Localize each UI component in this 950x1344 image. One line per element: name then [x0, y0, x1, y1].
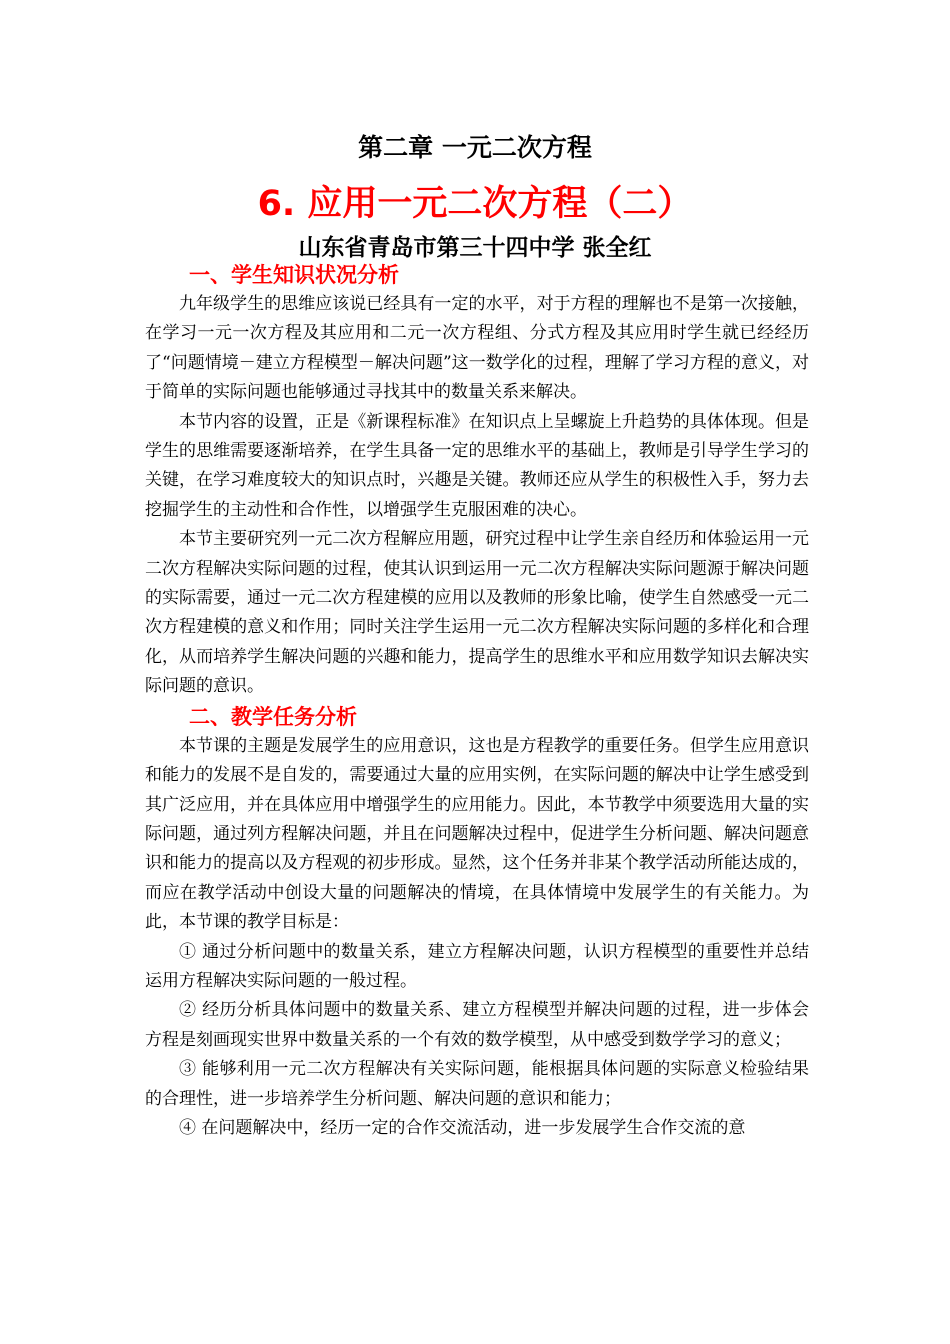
objective-item-2: ② 经历分析具体问题中的数量关系、建立方程模型并解决问题的过程，进一步体会方程是刻画现实世界中数量关系的一个有效的数学模型，从中感受到数学学习的意义；: [145, 1000, 809, 1050]
chapter-title: 第二章 一元二次方程: [358, 133, 592, 162]
objective-item-4: ④ 在问题解决中，经历一定的合作交流活动，进一步发展学生合作交流的意: [179, 1117, 746, 1138]
paragraph: 本节主要研究列一元二次方程解应用题，研究过程中让学生亲自经历和体验运用一元二次方程解决实际问题的过程，使其认识到运用一元二次方程解决实际问题源于解决问题的实际需要，通过一元二次方程建模的应用以及教师的形象比喻，使学生自然感受一元二次方程建模的意义和作用；同时关注学生运用一元二次方程解决实际问题的多样化和合理化，从而培养学生解决问题的兴趣和能力，提高学生的思维水平和应用数学知识去解决实际问题的意识。: [145, 529, 809, 697]
section-heading-2: 二、教学任务分析: [189, 704, 357, 729]
lesson-title: 6. 应用一元二次方程（二）: [257, 184, 693, 224]
paragraph: 本节内容的设置，正是《新课程标准》在知识点上呈螺旋上升趋势的具体体现。但是学生的思维需要逐渐培养，在学生具备一定的思维水平的基础上，教师是引导学生学习的关键，在学习难度较大的知识点时，兴趣是关键。教师还应从学生的积极性入手，努力去挖掘学生的主动性和合作性，以增强学生克服困难的决心。: [145, 411, 809, 520]
section-heading-1: 一、学生知识状况分析: [189, 263, 399, 287]
objective-item-3: ③ 能够利用一元二次方程解决有关实际问题，能根据具体问题的实际意义检验结果的合理性，进一步培养学生分析问题、解决问题的意识和能力；: [145, 1059, 809, 1109]
objective-item-1: ① 通过分析问题中的数量关系，建立方程解决问题，认识方程模型的重要性并总结运用方程解决实际问题的一般过程。: [145, 941, 809, 991]
author-line: 山东省青岛市第三十四中学 张全红: [298, 235, 652, 261]
paragraph: 九年级学生的思维应该说已经具有一定的水平，对于方程的理解也不是第一次接触，在学习一元一次方程及其应用和二元一次方程组、分式方程及其应用时学生就已经经历了“问题情境－建立方程模型－解决问题”这一数学化的过程，理解了学习方程的意义，对于简单的实际问题也能够通过寻找其中的数量关系来解决。: [145, 294, 809, 403]
document-body: [145, 260, 809, 1143]
paragraph: 本节课的主题是发展学生的应用意识，这也是方程教学的重要任务。但学生应用意识和能力的发展不是自发的，需要通过大量的应用实例，在实际问题的解决中让学生感受到其广泛应用，并在具体应用中增强学生的应用能力。因此，本节教学中须要选用大量的实际问题，通过列方程解决问题，并且在问题解决过程中，促进学生分析问题、解决问题意识和能力的提高以及方程观的初步形成。显然，这个任务并非某个教学活动所能达成的，而应在教学活动中创设大量的问题解决的情境，在具体情境中发展学生的有关能力。为此，本节课的教学目标是：: [145, 735, 809, 933]
